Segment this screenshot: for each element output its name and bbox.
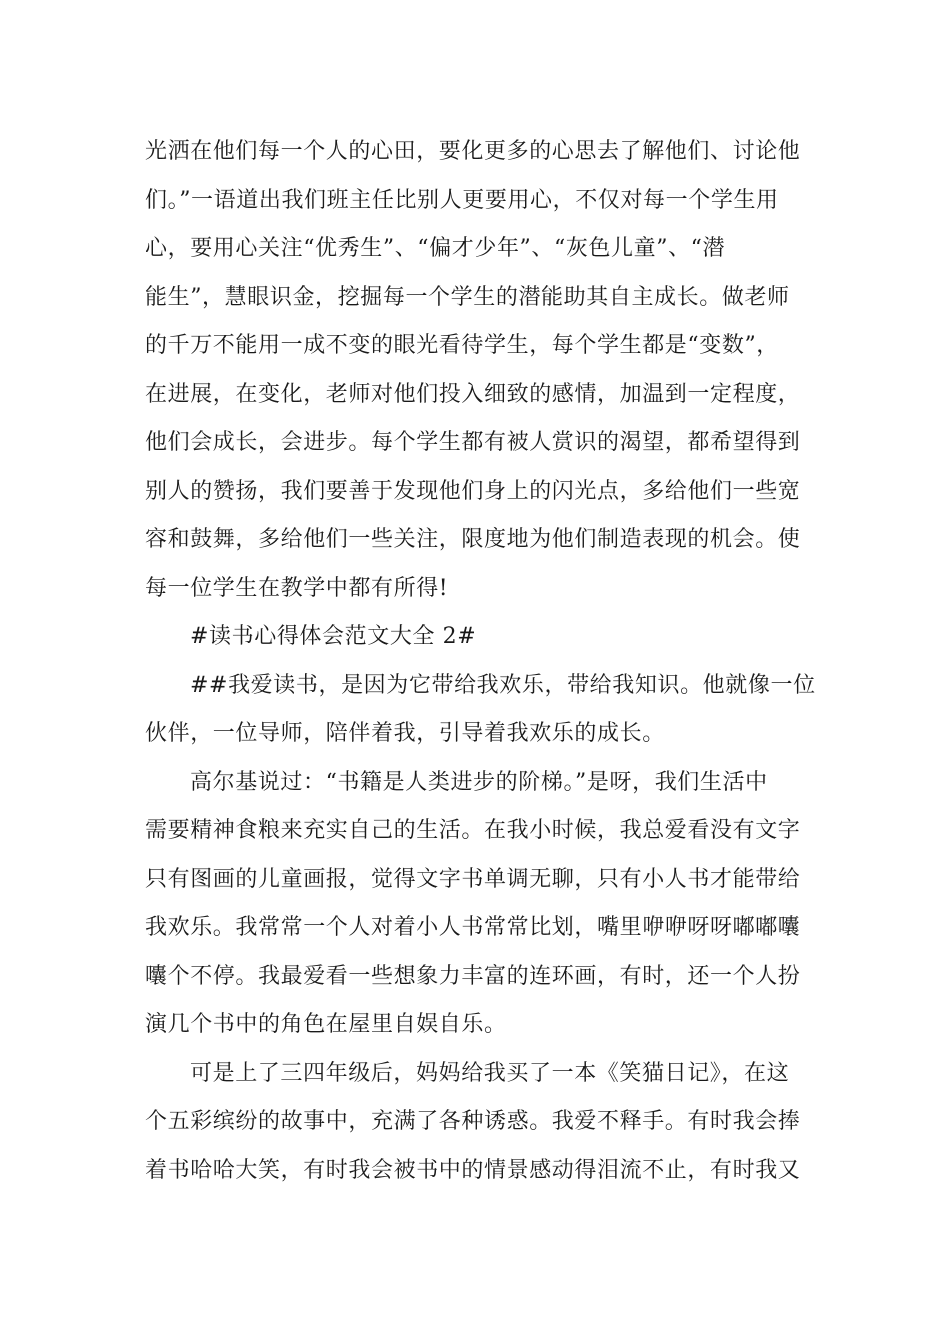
text-line: 光洒在他们每一个人的心田，要化更多的心思去了解他们、讨论他 [145, 139, 801, 164]
text-line: 高尔基说过：“书籍是人类进步的阶梯。”是呀，我们生活中 [190, 769, 768, 795]
text-line: 囔个不停。我最爱看一些想象力丰富的连环画，有时，还一个人扮 [145, 963, 801, 989]
body-text [145, 128, 816, 1195]
text-line: 能生”，慧眼识金，挖掘每一个学生的潜能助其自主成长。做老师 [145, 284, 790, 310]
text-line: 只有图画的儿童画报，觉得文字书单调无聊，只有小人书才能带给 [145, 866, 801, 892]
text-line: 我欢乐。我常常一个人对着小人书常常比划，嘴里咿咿呀呀嘟嘟囔 [145, 915, 801, 940]
text-line: 在进展，在变化，老师对他们投入细致的感情，加温到一定程度， [145, 381, 801, 407]
text-line: 容和鼓舞，多给他们一些关注，限度地为他们制造表现的机会。使 [145, 527, 801, 552]
text-line: 演几个书中的角色在屋里自娱自乐。 [145, 1012, 507, 1037]
text-line: 别人的赞扬，我们要善于发现他们身上的闪光点，多给他们一些宽 [145, 478, 801, 504]
text-line: 每一位学生在教学中都有所得! [145, 575, 449, 601]
text-line: ##我爱读书，是因为它带给我欢乐，带给我知识。他就像一位 [190, 672, 816, 698]
text-line: 的千万不能用一成不变的眼光看待学生，每个学生都是“变数”， [145, 333, 779, 358]
text-line: 可是上了三四年级后，妈妈给我买了一本《笑猫日记》，在这 [190, 1060, 790, 1086]
text-line: 着书哈哈大笑，有时我会被书中的情景感动得泪流不止，有时我又 [145, 1157, 801, 1183]
text-line: 心，要用心关注“优秀生”、“偏才少年”、“灰色儿童”、“潜 [145, 236, 726, 261]
section-heading: #读书心得体会范文大全 2# [190, 624, 477, 649]
text-line: 伙伴，一位导师，陪伴着我，引导着我欢乐的成长。 [145, 721, 665, 746]
text-line: 需要精神食粮来充实自己的生活。在我小时候，我总爱看没有文字 [145, 818, 801, 843]
text-line: 个五彩缤纷的故事中，充满了各种诱惑。我爱不释手。有时我会捧 [145, 1109, 801, 1134]
text-line: 他们会成长，会进步。每个学生都有被人赏识的渴望，都希望得到 [145, 430, 801, 455]
text-line: 们。”一语道出我们班主任比别人更要用心，不仅对每一个学生用 [145, 187, 779, 213]
